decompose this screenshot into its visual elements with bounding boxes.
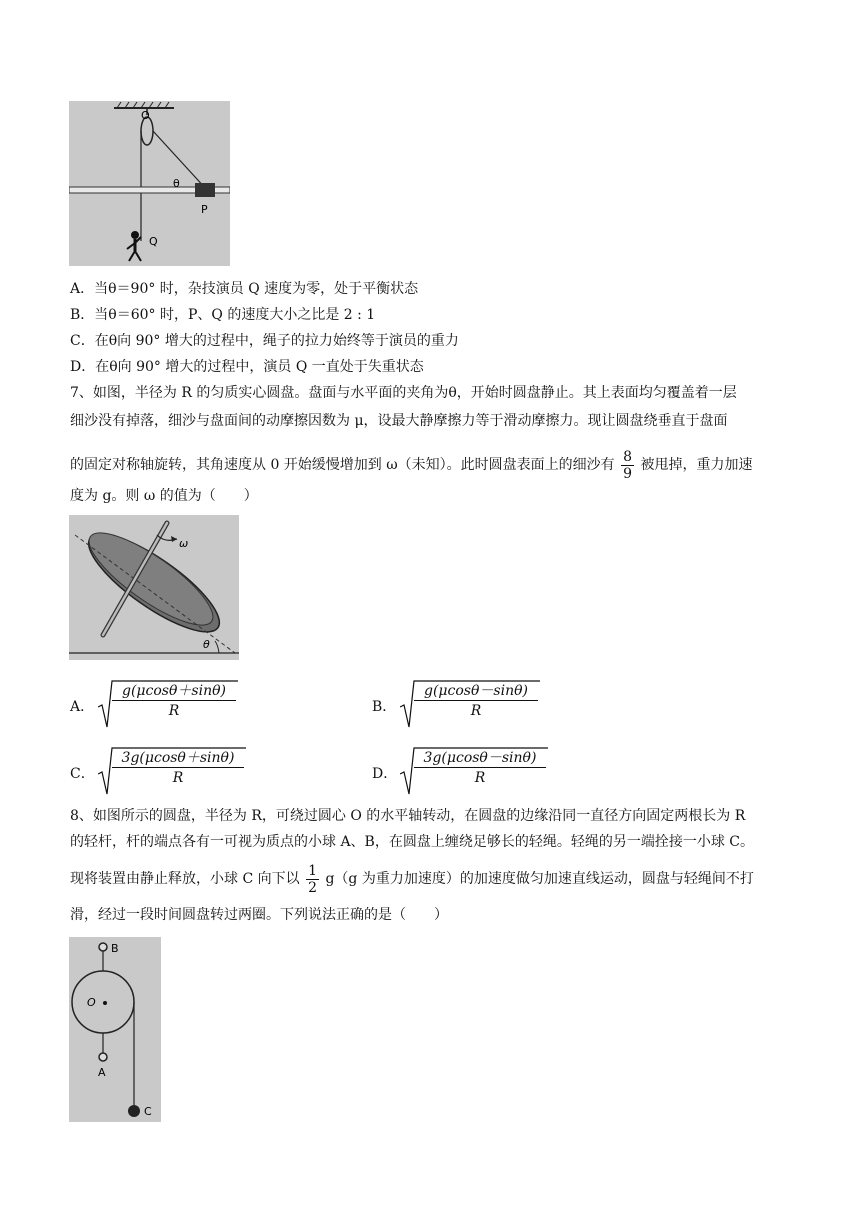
q8-line3-pre: 现将装置由静止释放，小球 C 向下以 xyxy=(70,871,300,887)
q8-line3-post: g（g 为重力加速度）的加速度做匀加速直线运动，圆盘与轻绳间不打 xyxy=(325,871,754,887)
ball-label-c: C xyxy=(144,1105,152,1118)
q8-stem-line4: 滑，经过一段时间圆盘转过两圈。下列说法正确的是（ ） xyxy=(70,907,448,923)
q7-option-d-numerator: 3g(μcosθ－sinθ) xyxy=(414,749,546,768)
q6-option-d: D．在θ向 90° 增大的过程中，演员 Q 一直处于失重状态 xyxy=(70,359,424,375)
q7-option-d-formula xyxy=(400,744,548,798)
q7-option-b-formula xyxy=(400,677,540,731)
rotating-disk-figure xyxy=(69,937,161,1122)
q7-line3-pre: 的固定对称轴旋转，其角速度从 0 开始缓慢增加到 ω（未知）。此时圆盘表面上的细沙有 xyxy=(70,457,615,473)
q7-option-a-label: A． xyxy=(70,699,95,715)
q6-option-a: A．当θ＝90° 时，杂技演员 Q 速度为零，处于平衡状态 xyxy=(70,281,419,297)
q7-option-d-label: D． xyxy=(372,766,398,782)
pulley-diagram xyxy=(69,101,230,266)
ball-label-a: A xyxy=(98,1066,106,1079)
q7-stem-line3 xyxy=(70,446,753,484)
pulley-label-o: O xyxy=(141,109,150,122)
angle-label-theta: θ xyxy=(173,177,180,190)
q7-option-a-numerator: g(μcosθ＋sinθ) xyxy=(112,682,236,701)
tilted-disk-figure xyxy=(69,515,239,660)
q8-stem-line3 xyxy=(70,860,754,898)
q7-fraction xyxy=(621,449,634,482)
q6-option-b: B．当θ＝60° 时，P、Q 的速度大小之比是 2 : 1 xyxy=(70,307,376,323)
tilted-disk-diagram xyxy=(69,515,239,660)
q7-option-a-denominator: R xyxy=(168,703,180,719)
q8-fraction-numerator: 1 xyxy=(308,862,317,879)
disk-label-theta: θ xyxy=(203,638,210,651)
ball-label-b: B xyxy=(111,942,119,955)
q7-option-d-denominator: R xyxy=(474,770,486,786)
performer-label-q: Q xyxy=(149,235,158,248)
slider-label-p: P xyxy=(201,203,208,216)
q7-option-c-denominator: R xyxy=(172,770,184,786)
q7-option-c-label: C． xyxy=(70,766,95,782)
q8-stem-line1: 8、如图所示的圆盘，半径为 R，可绕过圆心 O 的水平轴转动，在圆盘的边缘沿同一直径方向固定两根长为 R xyxy=(70,808,746,824)
rotating-disk-diagram xyxy=(69,937,161,1122)
q7-fraction-denominator: 9 xyxy=(623,465,633,482)
q7-option-a-formula xyxy=(98,677,238,731)
q7-option-c-formula xyxy=(98,744,246,798)
q7-stem-line4: 度为 g。则 ω 的值为（ ） xyxy=(70,488,258,504)
q7-stem-line1: 7、如图，半径为 R 的匀质实心圆盘。盘面与水平面的夹角为θ，开始时圆盘静止。其上表面均匀覆盖着一层 xyxy=(70,385,737,401)
q7-option-b-numerator: g(μcosθ－sinθ) xyxy=(414,682,538,701)
q7-option-b-denominator: R xyxy=(470,703,482,719)
q8-fraction-denominator: 2 xyxy=(308,879,317,896)
q7-option-c-numerator: 3g(μcosθ＋sinθ) xyxy=(112,749,244,768)
q7-option-b-label: B． xyxy=(372,699,397,715)
disk-label-omega: ω xyxy=(179,537,189,550)
q7-line3-post: 被甩掉，重力加速 xyxy=(640,457,753,473)
pulley-figure xyxy=(69,101,230,266)
q8-fraction xyxy=(306,863,319,896)
q8-stem-line2: 的轻杆，杆的端点各有一可视为质点的小球 A、B，在圆盘上缠绕足够长的轻绳。轻绳的另一端拴接一小球 C。 xyxy=(70,834,755,850)
disk-center-label-o: O xyxy=(87,996,96,1009)
q7-fraction-numerator: 8 xyxy=(623,448,633,465)
q7-stem-line2: 细沙没有掉落，细沙与盘面间的动摩擦因数为 μ，设最大静摩擦力等于滑动摩擦力。现让圆盘绕垂直于盘面 xyxy=(70,413,728,429)
q6-option-c: C．在θ向 90° 增大的过程中，绳子的拉力始终等于演员的重力 xyxy=(70,333,459,349)
